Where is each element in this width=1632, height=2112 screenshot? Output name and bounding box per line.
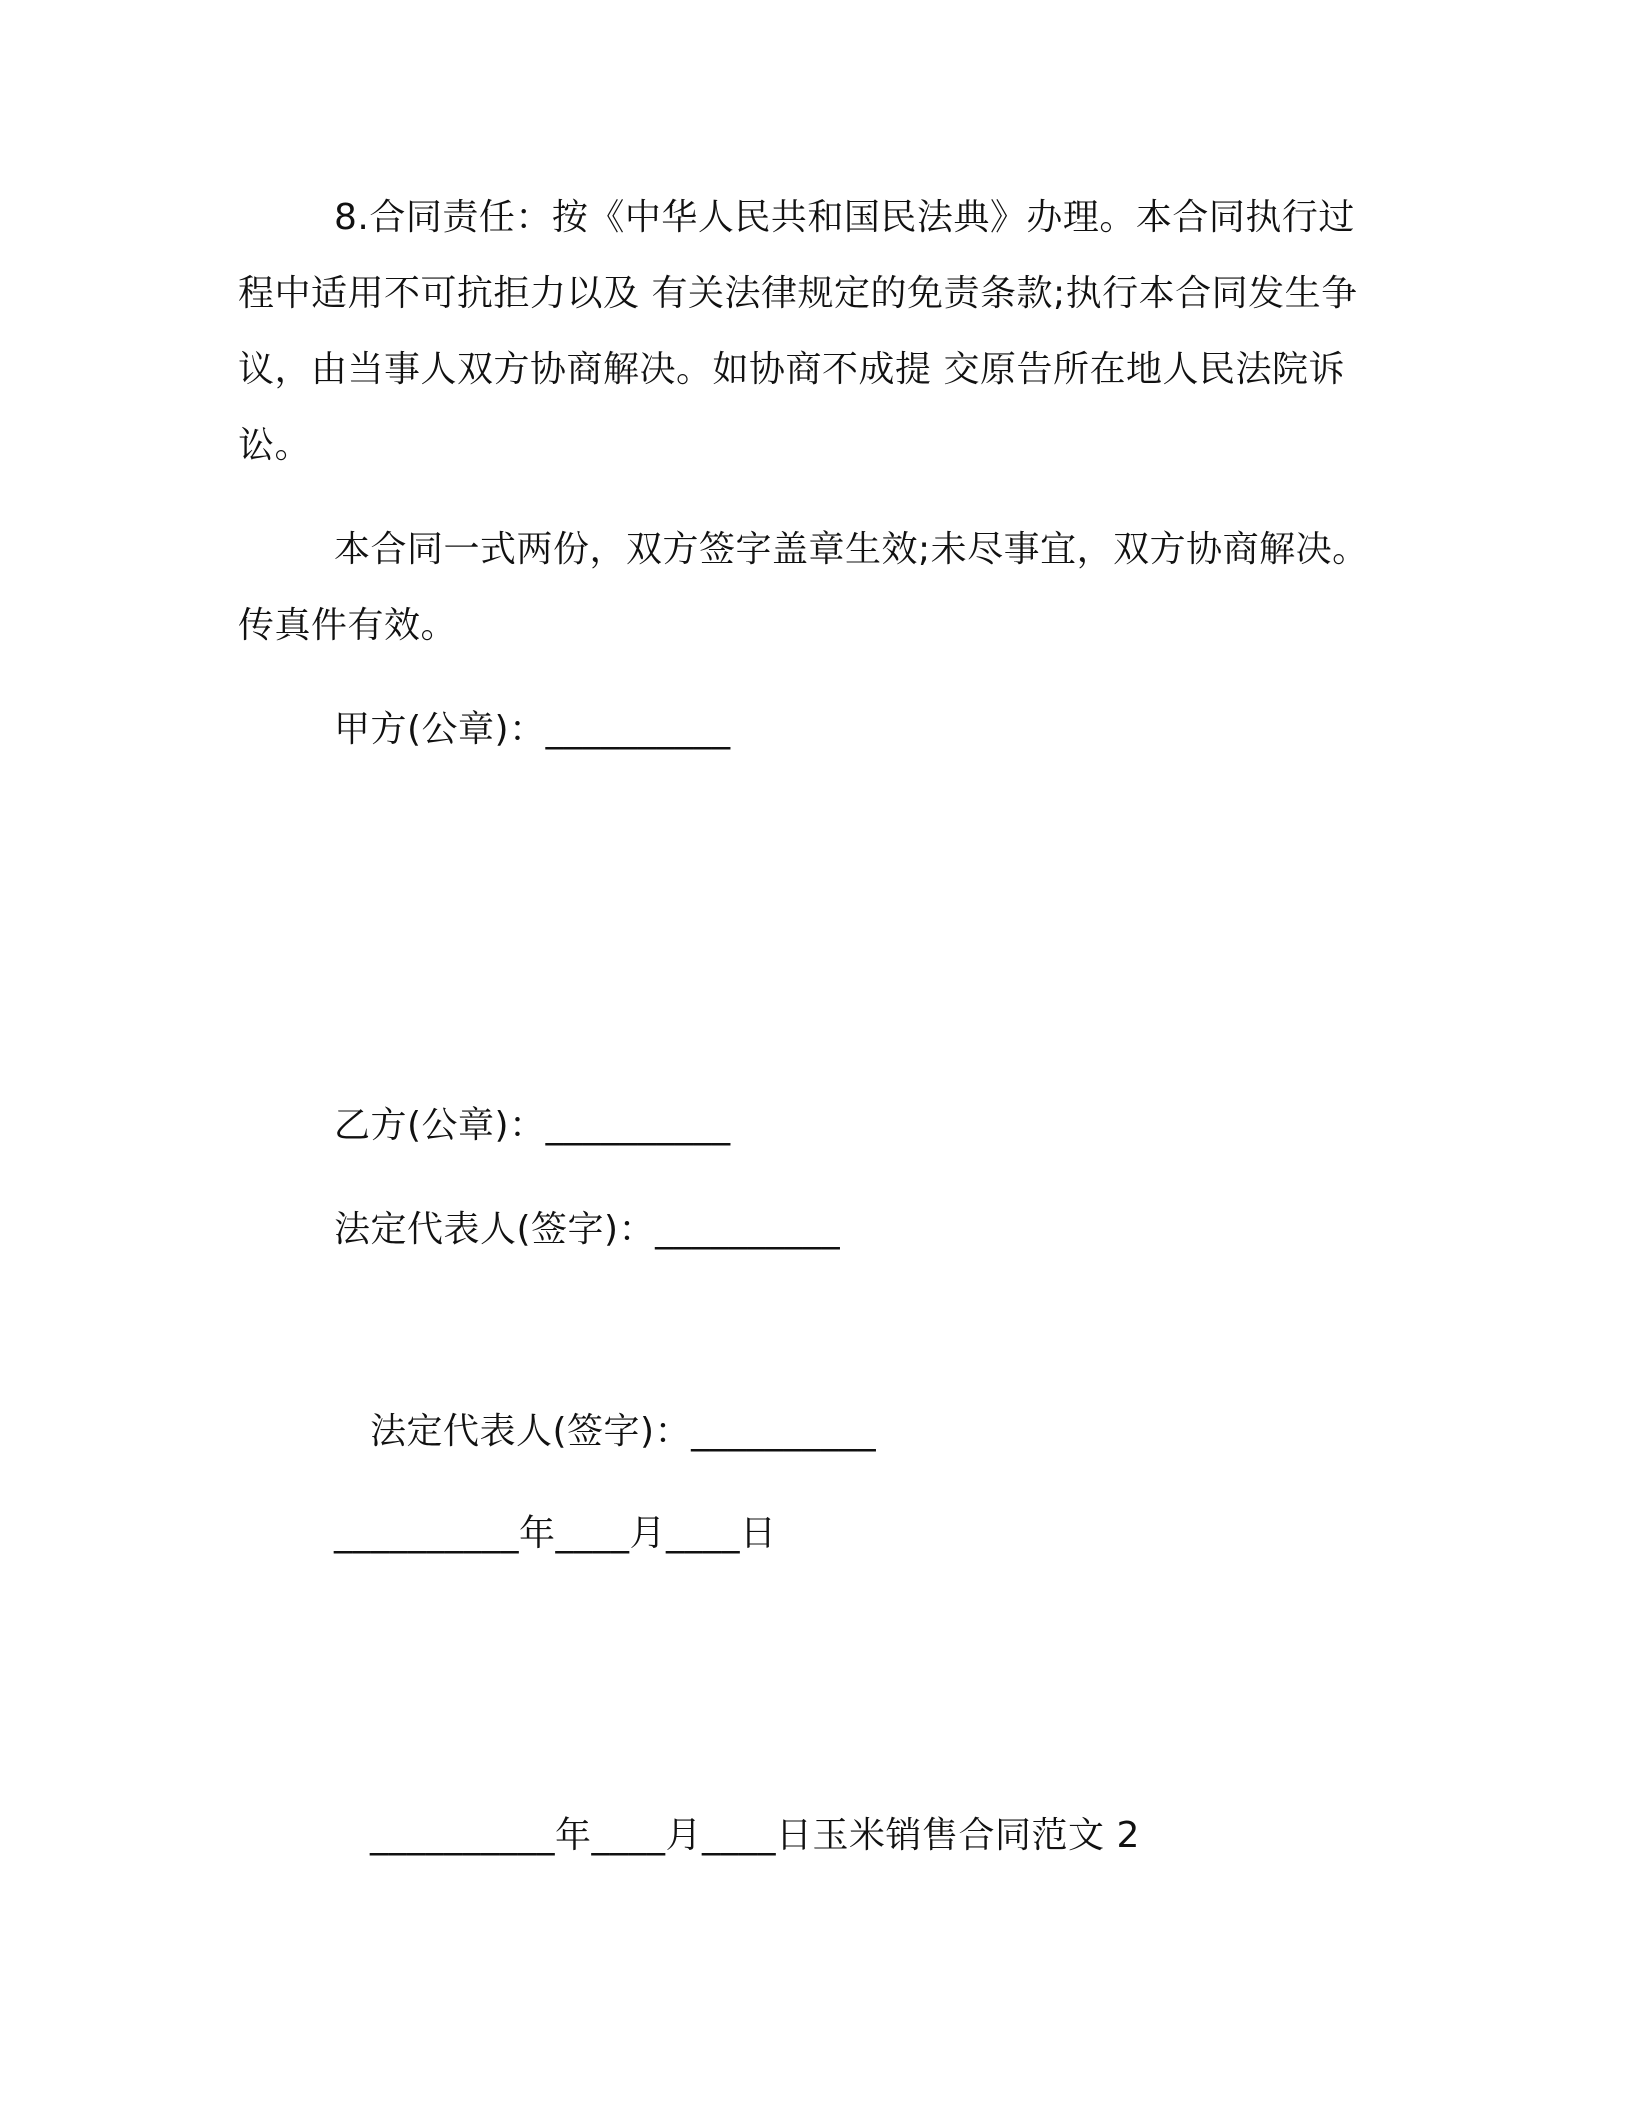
- party-a-seal-line: 甲方(公章)：__________: [334, 709, 731, 750]
- date-line: __________年____月____日: [334, 1513, 777, 1554]
- party-b-seal-line: 乙方(公章)：__________: [334, 1105, 731, 1146]
- legal-representative-signature-line-2: 法定代表人(签字)：__________: [370, 1411, 877, 1452]
- legal-representative-signature-line: 法定代表人(签字)：__________: [334, 1209, 841, 1250]
- closing-paragraph: 本合同一式两份，双方签字盖章生效;未尽事宜，双方协商解决。传真件有效。: [238, 529, 1369, 646]
- clause-8-paragraph: 8.合同责任：按《中华人民共和国民法典》办理。本合同执行过程中适用不可抗拒力以及 有关法律规定的免责条款;执行本合同发生争议，由当事人双方协商解决。如协商不成提 交原告所在地人民法院诉讼。: [238, 197, 1358, 466]
- date-title-line: __________年____月____日玉米销售合同范文 2: [370, 1815, 1140, 1856]
